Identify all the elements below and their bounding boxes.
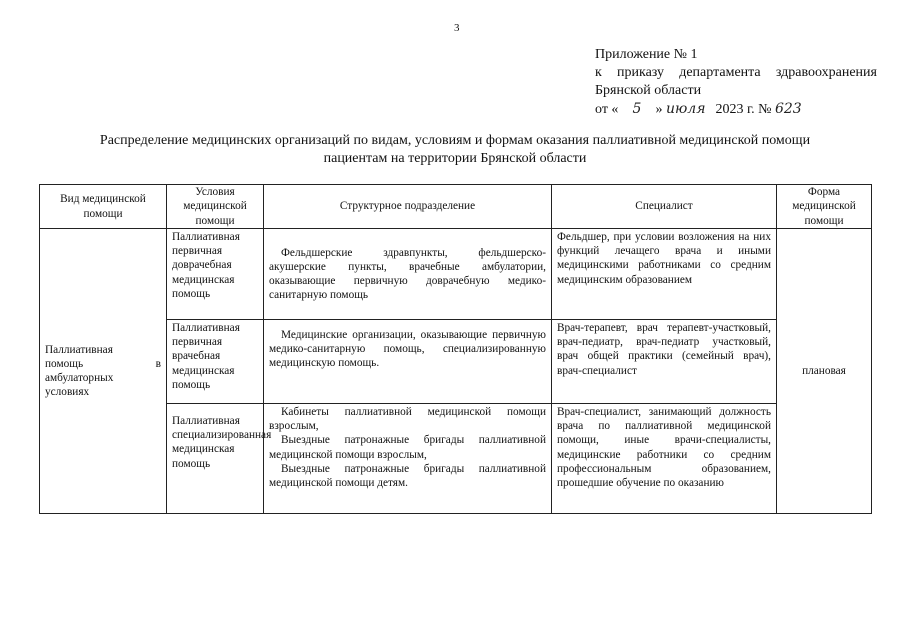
header-form: Форма медицинской помощи xyxy=(777,185,872,229)
date-day-handwritten: 5 xyxy=(632,101,642,117)
care-type-line: амбулаторных xyxy=(45,372,114,384)
date-prefix: от « xyxy=(595,102,619,117)
cell-conditions: Паллиативная первичная врачебная медицинская помощь xyxy=(167,320,264,404)
specialist-text: Врач-специалист, занимающий должность врача по паллиативной медицинской помощи, иные врачи-специалисты, медицинские работники со средним профессиональным образованием, прошедшие обучение по оказанию xyxy=(557,406,771,490)
care-type-line xyxy=(45,357,161,371)
table-row xyxy=(40,229,872,320)
unit-paragraph: Кабинеты паллиативной медицинской помощи взрослым, xyxy=(269,406,546,433)
document-heading xyxy=(40,132,870,168)
cell-specialist: Врач-терапевт, врач терапевт-участковый, врач-педиатр, врач-педиатр участковый, врач общей практики (семейный врач), врач-специалист xyxy=(552,320,777,404)
care-type-line: Паллиативная xyxy=(45,343,113,356)
care-type-line: условиях xyxy=(45,386,90,399)
appendix-region: Брянской области xyxy=(595,83,702,98)
date-month-handwritten: июля xyxy=(665,101,706,117)
appendix-block xyxy=(595,46,877,119)
appendix-word: департамента xyxy=(679,65,761,80)
heading-line-1: Распределение медицинских организаций по видам, условиям и формам оказания паллиативной медицинской помощи xyxy=(99,133,811,148)
unit-paragraph: Выездные патронажные бригады паллиативной медицинской помощи детям. xyxy=(269,462,546,490)
header-unit: Структурное подразделение xyxy=(264,185,552,229)
header-conditions: Условия медицинской помощи xyxy=(167,185,264,229)
care-type-word: помощь xyxy=(45,357,84,370)
cell-conditions: Паллиативная первичная доврачебная медицинская помощь xyxy=(167,229,264,320)
cell-conditions: Паллиативная специализированная медицинская помощь xyxy=(167,404,264,514)
cell-unit xyxy=(264,404,552,514)
appendix-order-line xyxy=(595,64,877,82)
cell-care-form: плановая xyxy=(777,229,872,514)
cell-specialist xyxy=(552,404,777,514)
order-number-handwritten: 623 xyxy=(774,101,802,117)
appendix-word: здравоохранения xyxy=(775,65,877,80)
heading-line-2: пациентам на территории Брянской области xyxy=(323,151,587,166)
date-year: 2023 г. № xyxy=(715,102,772,117)
cell-care-type xyxy=(40,229,167,514)
appendix-title: Приложение № 1 xyxy=(595,47,698,62)
cell-specialist: Фельдшер, при условии возложения на них функций лечащего врача и иными медицинскими работниками со средним медицинским образованием xyxy=(552,229,777,320)
table-header-row xyxy=(40,185,872,229)
header-specialist: Специалист xyxy=(552,185,777,229)
care-type-word: в xyxy=(155,357,161,370)
appendix-word: к xyxy=(595,65,602,80)
appendix-word: приказу xyxy=(617,65,665,80)
distribution-table xyxy=(39,184,872,514)
date-separator: » xyxy=(655,102,663,117)
page-number: 3 xyxy=(454,22,460,34)
header-type: Вид медицинской помощи xyxy=(40,185,167,229)
cell-unit: Медицинские организации, оказывающие первичную медико-санитарную помощь, специализированную медицинскую помощь. xyxy=(264,320,552,404)
appendix-date-line xyxy=(595,100,877,119)
cell-unit: Фельдшерские здравпункты, фельдшерско-акушерские пункты, врачебные амбулатории, оказывающие первичную доврачебную медико-санитарную помощь xyxy=(264,229,552,320)
unit-paragraph: Выездные патронажные бригады паллиативной медицинской помощи взрослым, xyxy=(269,434,546,461)
